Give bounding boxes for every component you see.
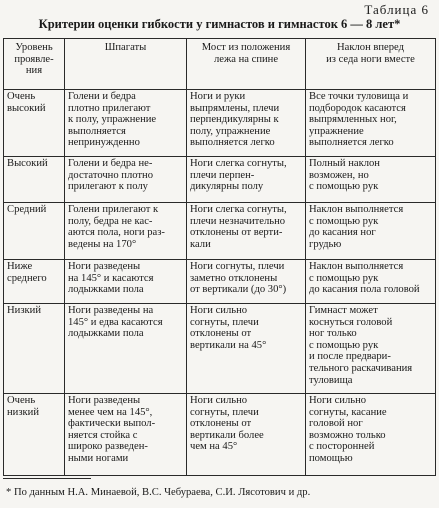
cell-bridge: Ноги согнуты, плечи заметно отклонены от вертикали (до 30°) [187,260,306,304]
cell-bend: Наклон выполняется с помощью рук до касания ног грудью [306,203,436,260]
table-number: Таблица 6 [364,2,429,17]
footnote-rule [3,478,91,479]
cell-split: Голени прилегают к полу, бедра не кас- аются пола, ноги раз- ведены на 170° [65,203,187,260]
cell-level: Ниже среднего [4,260,65,304]
table-row [4,90,436,157]
cell-bend: Наклон выполняется с помощью рук до касания пола головой [306,260,436,304]
table-header-row [4,39,436,90]
table-title: Критерии оценки гибкости у гимнастов и гимнасток 6 — 8 лет* [38,17,401,31]
footnote: * По данным Н.А. Минаевой, В.С. Чебураева, С.И. Лясотович и др. [6,487,311,498]
criteria-table [3,38,436,476]
table-row [4,394,436,476]
cell-bridge: Ноги сильно согнуты, плечи отклонены от вертикали на 45° [187,304,306,394]
cell-level: Очень высокий [4,90,65,157]
table-row [4,260,436,304]
table-row [4,203,436,260]
cell-split: Голени и бедра плотно прилегают к полу, упражнение выполняется непринужденно [65,90,187,157]
cell-split: Ноги разведены на 145° и едва касаются лодыжками пола [65,304,187,394]
header-bend: Наклон вперед из седа ноги вместе [306,39,436,90]
cell-bend: Все точки туловища и подбородок касаются выпрямленных ног, упражнение выполняется легко [306,90,436,157]
table-row [4,157,436,203]
cell-split: Ноги разведены на 145° и касаются лодыжками пола [65,260,187,304]
cell-level: Средний [4,203,65,260]
cell-level: Очень низкий [4,394,65,476]
cell-bridge: Ноги слегка согнуты, плечи незначительно отклонены от верти- кали [187,203,306,260]
cell-bridge: Ноги слегка согнуты, плечи перпен- дикулярны полу [187,157,306,203]
cell-split: Ноги разведены менее чем на 145°, фактически выпол- няется стойка с широко разведен- ными ногами [65,394,187,476]
header-bridge: Мост из положения лежа на спине [187,39,306,90]
cell-bend: Гимнаст может коснуться головой ног только с помощью рук и после предвари- тельного раскачивания туловища [306,304,436,394]
table-row [4,304,436,394]
cell-level: Высокий [4,157,65,203]
cell-bend: Полный наклон возможен, но с помощью рук [306,157,436,203]
cell-bridge: Ноги и руки выпрямлены, плечи перпендикулярны к полу, упражнение выполняется легко [187,90,306,157]
header-level: Уровень проявле- ния [4,39,65,90]
cell-split: Голени и бедра не- достаточно плотно прилегают к полу [65,157,187,203]
cell-bridge: Ноги сильно согнуты, плечи отклонены от вертикали более чем на 45° [187,394,306,476]
header-split: Шпагаты [65,39,187,90]
cell-level: Низкий [4,304,65,394]
cell-bend: Ноги сильно согнуты, касание головой ног возможно только с посторонней помощью [306,394,436,476]
